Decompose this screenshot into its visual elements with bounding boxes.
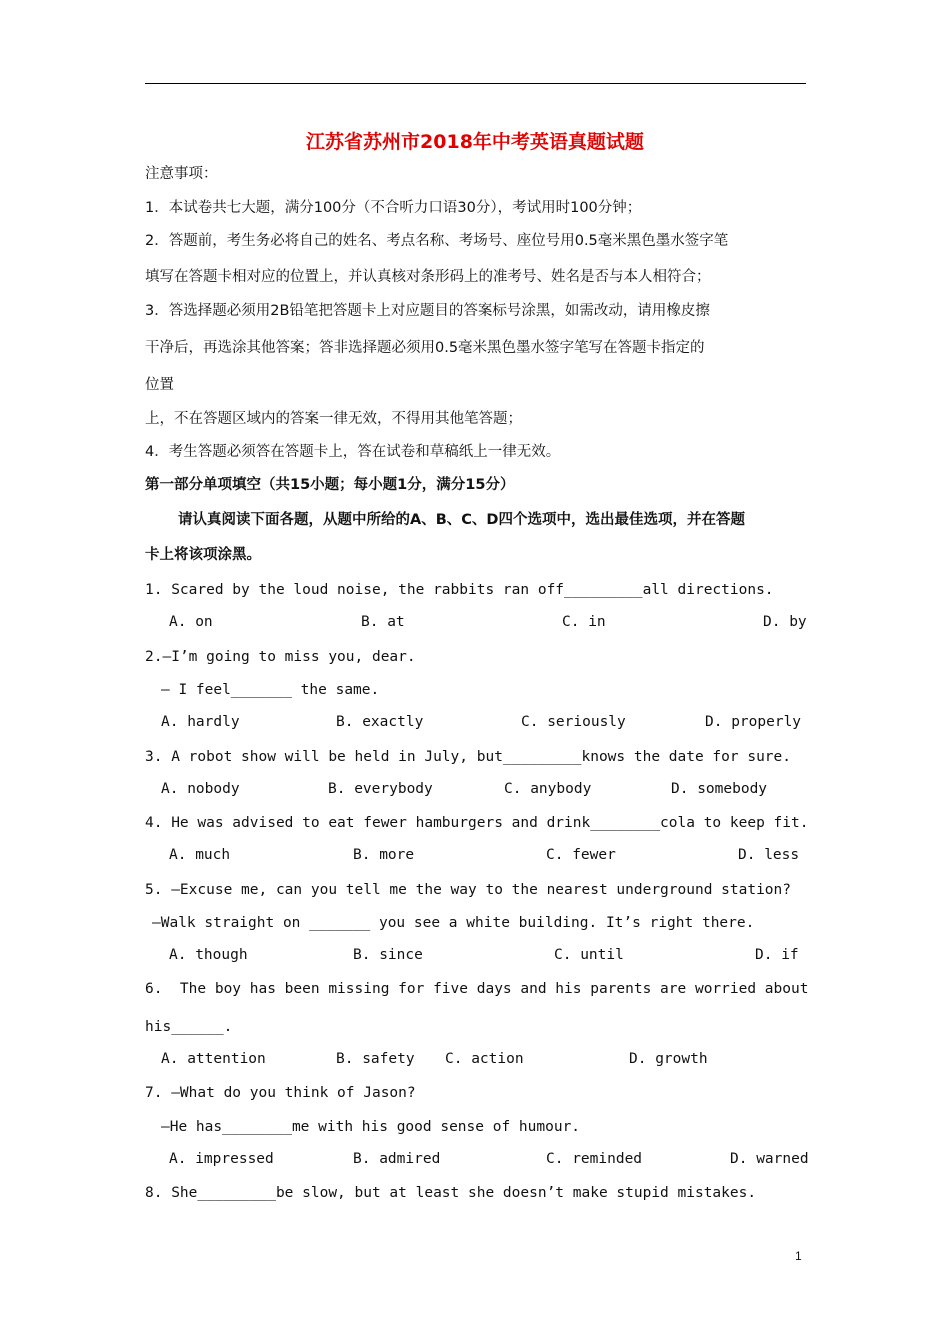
q4-option-b: B. more [353, 847, 415, 863]
question-1: 1. Scared by the loud noise, the rabbits ran off_________all directions. [145, 582, 774, 598]
note-line-3: 填写在答题卡相对应的位置上，并认真核对条形码上的准考号、姓名是否与本人相符合； [145, 269, 711, 285]
question-7-line-1: 7. —What do you think of Jason? [145, 1085, 416, 1101]
note-line-6: 位置 [145, 377, 174, 393]
q1-option-c: C. in [562, 614, 606, 630]
q7-option-c: C. reminded [546, 1151, 643, 1167]
question-2-line-1: 2.—I’m going to miss you, dear. [145, 649, 416, 665]
q3-option-c: C. anybody [504, 781, 592, 797]
note-line-7: 上，不在答题区域内的答案一律无效，不得用其他笔答题； [145, 411, 522, 427]
q7-option-a: A. impressed [169, 1151, 274, 1167]
q2-option-d: D. properly [705, 714, 802, 730]
q5-option-c: C. until [554, 947, 624, 963]
note-line-8: 4．考生答题必须答在答题卡上，答在试卷和草稿纸上一律无效。 [145, 444, 561, 460]
question-8: 8. She_________be slow, but at least she doesn’t make stupid mistakes. [145, 1185, 757, 1201]
q1-option-a: A. on [169, 614, 213, 630]
q4-option-c: C. fewer [546, 847, 616, 863]
q7-option-d: D. warned [730, 1151, 809, 1167]
question-7-line-2: —He has________me with his good sense of humour. [161, 1119, 581, 1135]
q5-option-a: A. though [169, 947, 248, 963]
note-line-5: 干净后，再选涂其他答案；答非选择题必须用0.5毫米黑色墨水签字笔写在答题卡指定的 [145, 340, 705, 356]
q6-option-c: C. action [445, 1051, 524, 1067]
question-5-line-2: —Walk straight on _______ you see a white building. It’s right there. [152, 915, 755, 931]
q4-option-a: A. much [169, 847, 231, 863]
q1-option-d: D. by [763, 614, 807, 630]
q6-option-a: A. attention [161, 1051, 266, 1067]
q1-option-b: B. at [361, 614, 405, 630]
q2-option-a: A. hardly [161, 714, 240, 730]
q3-option-b: B. everybody [328, 781, 433, 797]
q2-option-b: B. exactly [336, 714, 424, 730]
page-number: 1 [795, 1249, 802, 1263]
page-title: 江苏省苏州市2018年中考英语真题试题 [306, 131, 644, 153]
q6-option-d: D. growth [629, 1051, 708, 1067]
q5-option-b: B. since [353, 947, 423, 963]
q3-option-a: A. nobody [161, 781, 240, 797]
question-6-line-1: 6. The boy has been missing for five days and his parents are worried about [145, 981, 809, 997]
q2-option-c: C. seriously [521, 714, 626, 730]
question-3: 3. A robot show will be held in July, but_________knows the date for sure. [145, 749, 792, 765]
note-line-4: 3．答选择题必须用2B铅笔把答题卡上对应题目的答案标号涂黑，如需改动，请用橡皮擦 [145, 303, 710, 319]
q7-option-b: B. admired [353, 1151, 441, 1167]
header-rule [145, 83, 806, 84]
instruction-line-1: 请认真阅读下面各题，从题中所给的A、B、C、D四个选项中，选出最佳选项，并在答题 [178, 512, 745, 528]
note-line-1: 1．本试卷共七大题，满分100分（不合听力口语30分），考试用时100分钟； [145, 200, 642, 216]
note-line-2: 2．答题前，考生务必将自己的姓名、考点名称、考场号、座位号用0.5毫米黑色墨水签字笔 [145, 233, 729, 249]
part1-heading: 第一部分单项填空（共15小题；每小题1分，满分15分） [145, 477, 515, 493]
q6-option-b: B. safety [336, 1051, 415, 1067]
q3-option-d: D. somebody [671, 781, 768, 797]
question-6-line-2: his______. [145, 1019, 233, 1035]
q4-option-d: D. less [738, 847, 800, 863]
notes-heading: 注意事项： [145, 166, 218, 182]
q5-option-d: D. if [755, 947, 799, 963]
instruction-line-2: 卡上将该项涂黑。 [145, 547, 261, 563]
question-5-line-1: 5. —Excuse me, can you tell me the way to the nearest underground station? [145, 882, 792, 898]
question-2-line-2: — I feel_______ the same. [161, 682, 380, 698]
question-4: 4. He was advised to eat fewer hamburgers and drink________cola to keep fit. [145, 815, 809, 831]
